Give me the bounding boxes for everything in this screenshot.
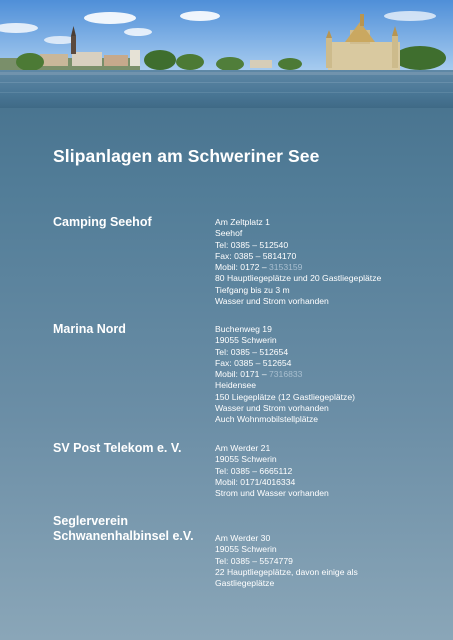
entry-name: Camping Seehof: [53, 215, 152, 229]
utilities-line: Strom und Wasser vorhanden: [215, 488, 329, 499]
mobile-prefix: Mobil: 0171 –: [215, 369, 269, 380]
draft-line: Tiefgang bis zu 3 m: [215, 284, 290, 295]
entry-details: [215, 217, 435, 307]
phone-line: Tel: 0385 – 5574779: [215, 555, 293, 566]
phone-line: Tel: 0385 – 512540: [215, 239, 289, 250]
entry-details: [215, 324, 435, 426]
entry-name: Marina Nord: [53, 322, 126, 336]
berths-line: 80 Hauptliegeplätze und 20 Gastliegeplätze: [215, 273, 382, 284]
berths-line: 150 Liegeplätze (12 Gastliegeplätze): [215, 391, 355, 402]
phone-line: Tel: 0385 – 512654: [215, 346, 289, 357]
entry-name: [53, 514, 215, 544]
mobile-prefix: Mobil: 0172 –: [215, 262, 269, 273]
mobile-line: Mobil: 0171/4016334: [215, 476, 296, 487]
mobile-number: 3153159: [268, 262, 303, 273]
berths-line: 22 Hauptliegeplätze, davon einige als: [215, 566, 358, 577]
address-line: Buchenweg 19: [215, 324, 272, 334]
city-line: 19055 Schwerin: [215, 454, 277, 465]
page-title: Slipanlagen am Schweriner See: [53, 146, 320, 166]
entry-details: [215, 443, 435, 499]
entry-name: SV Post Telekom e. V.: [53, 441, 182, 455]
utilities-line: Wasser und Strom vorhanden: [215, 403, 329, 414]
city-line: Seehof: [215, 228, 243, 239]
entry-name-line-2: Schwanenhalbinsel e.V.: [53, 529, 194, 543]
entry-name-line-1: Seglerverein: [53, 514, 129, 528]
phone-line: Tel: 0385 – 6665112: [215, 465, 293, 476]
city-line: 19055 Schwerin: [215, 544, 277, 555]
fax-line: Fax: 0385 – 5814170: [215, 250, 297, 261]
berths-line-cont: Gastliegeplätze: [215, 578, 275, 589]
mobile-line: [215, 262, 435, 273]
entry-details: [215, 533, 435, 589]
address-line: Am Werder 21: [215, 443, 271, 453]
city-line: 19055 Schwerin: [215, 335, 277, 346]
address-line: Am Zeltplatz 1: [215, 217, 270, 227]
extras-line: Auch Wohnmobilstellplätze: [215, 414, 319, 425]
address-line: Am Werder 30: [215, 533, 271, 543]
mobile-line: [215, 369, 435, 380]
utilities-line: Wasser und Strom vorhanden: [215, 296, 329, 307]
mobile-number: 7316833: [268, 369, 303, 380]
location-line: Heidensee: [215, 380, 257, 391]
header-photo-lake-schwerin: [0, 0, 453, 108]
fax-line: Fax: 0385 – 512654: [215, 357, 292, 368]
